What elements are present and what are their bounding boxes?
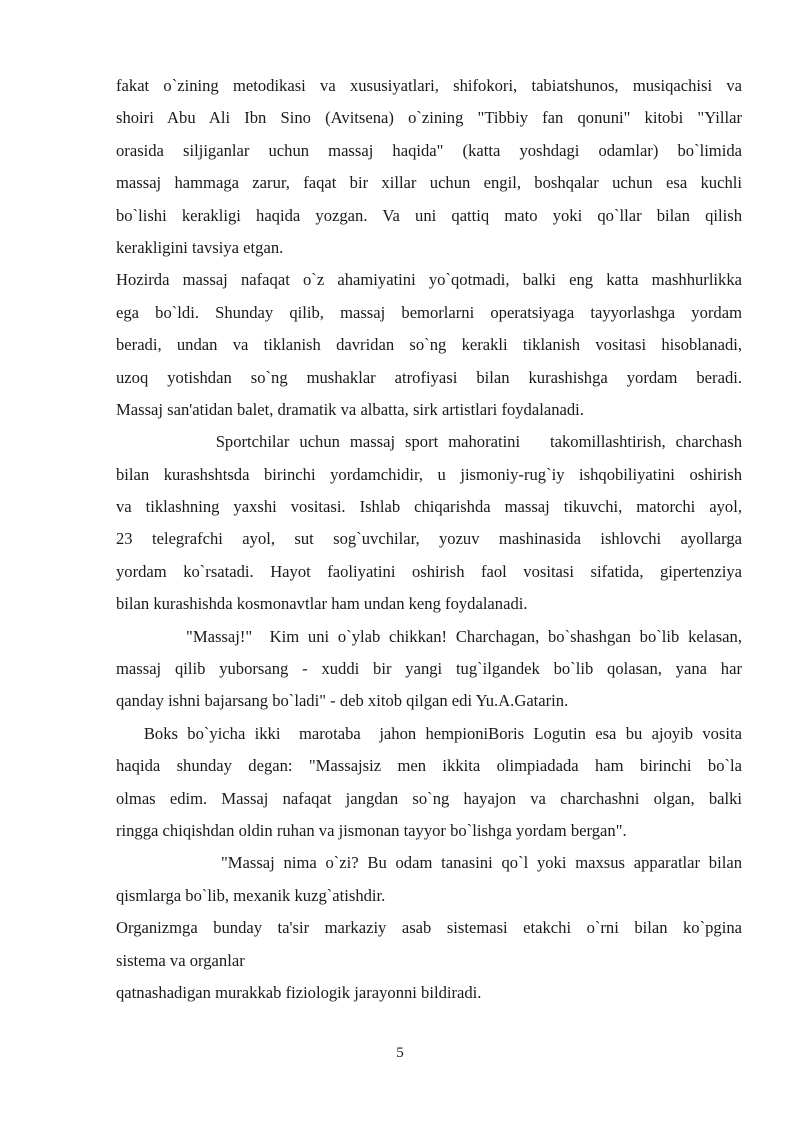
text-line: Hozirda massaj nafaqat o`z ahamiyatini yo`qotmadi, balki eng katta mashhurlikka bbox=[116, 270, 742, 290]
text-line: bilan kurashshtsda birinchi yordamchidir, u jismoniy-rug`iy ishqobiliyatini oshirish bbox=[116, 464, 742, 484]
text-line: qismlarga bo`lib, mexanik kuzg`atishdir. bbox=[116, 885, 386, 905]
text-line: bilan kurashishda kosmonavtlar ham undan keng foydalanadi. bbox=[116, 594, 528, 614]
text-line: fakat o`zining metodikasi va xususiyatlari, shifokori, tabiatshunos, musiqachisi va bbox=[116, 76, 742, 95]
text-line: bo`lishi kerakligi haqida yozgan. Va uni qattiq mato yoki qo`llar bilan qilish bbox=[116, 205, 742, 225]
text-line: "Massaj!" Kim uni o`ylab chikkan! Charchagan, bo`shashgan bo`lib kelasan, bbox=[116, 626, 742, 646]
text-line: Boks bo`yicha ikki marotaba jahon hempioniBoris Logutin esa bu ajoyib vosita bbox=[116, 723, 742, 743]
text-line: qanday ishni bajarsang bo`ladi" - deb xitob qilgan edi Yu.A.Gatarin. bbox=[116, 691, 569, 711]
text-line: orasida siljiganlar uchun massaj haqida" (katta yoshdagi odamlar) bo`limida bbox=[116, 140, 742, 160]
text-line: qatnashadigan murakkab fiziologik jarayonni bildiradi. bbox=[116, 982, 482, 1002]
text-line: olmas edim. Massaj nafaqat jangdan so`ng hayajon va charchashni olgan, balki bbox=[116, 788, 742, 808]
body-text bbox=[116, 70, 742, 1009]
text-line: massaj hammaga zarur, faqat bir xillar uchun engil, boshqalar uchun esa kuchli bbox=[116, 173, 742, 193]
text-line: haqida shunday degan: "Massajsiz men ikkita olimpiadada ham birinchi bo`la bbox=[116, 756, 742, 776]
text-line: va tiklashning yaxshi vositasi. Ishlab chiqarishda massaj tikuvchi, matorchi ayol, bbox=[116, 497, 742, 517]
text-line: uzoq yotishdan so`ng mushaklar atrofiyasi bilan kurashishga yordam beradi. bbox=[116, 367, 742, 387]
text-line: shoiri Abu Ali Ibn Sino (Avitsena) o`zining "Tibbiy fan qonuni" kitobi "Yillar bbox=[116, 108, 742, 128]
text-line: 23 telegrafchi ayol, sut sog`uvchilar, yozuv mashinasida ishlovchi ayollarga bbox=[116, 529, 742, 549]
text-line: Sportchilar uchun massaj sport mahoratini takomillashtirish, charchash bbox=[116, 432, 742, 452]
text-line: beradi, undan va tiklanish davridan so`ng kerakli tiklanish vositasi hisoblanadi, bbox=[116, 335, 742, 355]
text-line: massaj qilib yuborsang - xuddi bir yangi tug`ilgandek bo`lib qolasan, yana har bbox=[116, 659, 742, 679]
text-line: "Massaj nima o`zi? Bu odam tanasini qo`l yoki maxsus apparatlar bilan bbox=[116, 853, 742, 873]
text-line: yordam ko`rsatadi. Hayot faoliyatini oshirish faol vositasi sifatida, gipertenziya bbox=[116, 561, 742, 581]
text-line: Organizmga bunday ta'sir markaziy asab sistemasi etakchi o`rni bilan ko`pgina bbox=[116, 918, 742, 938]
text-line: Massaj san'atidan balet, dramatik va albatta, sirk artistlari foydalanadi. bbox=[116, 399, 584, 419]
text-line: ringga chiqishdan oldin ruhan va jismonan tayyor bo`lishga yordam bergan". bbox=[116, 820, 627, 840]
text-line: kerakligini tavsiya etgan. bbox=[116, 237, 284, 257]
text-line: sistema va organlar bbox=[116, 950, 245, 970]
page-number: 5 bbox=[396, 1045, 404, 1061]
text-line: ega bo`ldi. Shunday qilib, massaj bemorlarni operatsiyaga tayyorlashga yordam bbox=[116, 302, 742, 322]
